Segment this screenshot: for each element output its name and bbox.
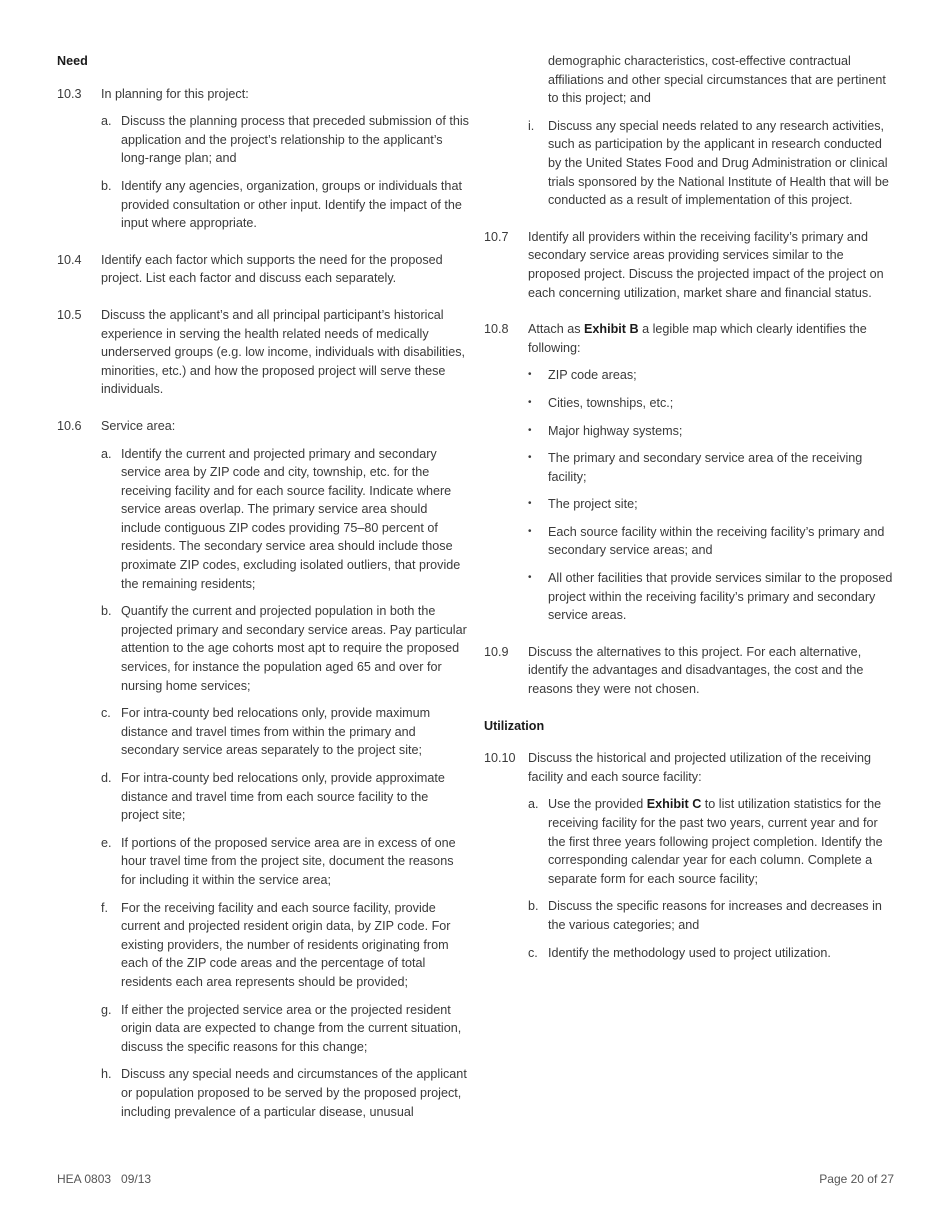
sub-label: b. bbox=[101, 604, 112, 619]
item-10-7 bbox=[484, 228, 898, 302]
sub-text: Identify any agencies, organization, groups or individuals that provided consultation or other input. Identify the impact of the input where appropriate. bbox=[121, 178, 462, 231]
sub-label: f. bbox=[101, 900, 108, 915]
sub-label: b. bbox=[528, 899, 539, 914]
sub-item-a bbox=[528, 795, 898, 888]
sub-text: Identify the methodology used to project utilization. bbox=[548, 945, 831, 960]
sub-item-f bbox=[101, 899, 469, 992]
item-text: Discuss the applicant’s and all principal participant’s historical experience in serving the health related needs of medically underserved groups (e.g. low income, individuals with disabilities, minorities, etc.) and how the proposed project will serve these individuals. bbox=[101, 307, 466, 397]
item-10-9 bbox=[484, 643, 898, 699]
item-10-8 bbox=[484, 320, 898, 625]
sub-item-d bbox=[101, 769, 469, 825]
item-number: 10.7 bbox=[484, 229, 509, 244]
bullet-icon: • bbox=[528, 396, 532, 408]
item-10-5 bbox=[57, 306, 469, 399]
sub-label: c. bbox=[101, 706, 111, 721]
bullet-item bbox=[528, 523, 898, 560]
sub-label: a. bbox=[101, 446, 112, 461]
item-number: 10.5 bbox=[57, 307, 82, 322]
sub-text: Quantify the current and projected population in both the projected primary and secondary service areas. Pay particular attention to the age cohorts most apt to require the proposed services, for instance the population aged 65 and over for nursing home services; bbox=[121, 604, 467, 693]
bullet-item bbox=[528, 366, 898, 385]
item-text: Identify all providers within the receiving facility’s primary and secondary service areas providing services similar to the proposed project. Discuss the projected impact of the project on each concerning utilization, market share and financial status. bbox=[528, 229, 884, 300]
bullet-icon: • bbox=[528, 572, 532, 584]
item-number: 10.10 bbox=[484, 751, 516, 766]
sub-text: For intra-county bed relocations only, provide approximate distance and travel time from each source facility to the project site; bbox=[121, 771, 445, 823]
bullet-text: All other facilities that provide services similar to the proposed project within the receiving facility’s primary and secondary service areas. bbox=[548, 571, 893, 623]
exhibit-b-ref: Exhibit B bbox=[584, 322, 639, 337]
bullet-item bbox=[528, 422, 898, 441]
bullet-icon: • bbox=[528, 498, 532, 510]
sub-text bbox=[548, 795, 898, 888]
item-text bbox=[528, 320, 898, 357]
sub-label: a. bbox=[528, 797, 539, 812]
sub-item-b bbox=[101, 177, 469, 233]
left-column bbox=[57, 52, 469, 1139]
item-number: 10.3 bbox=[57, 86, 82, 101]
text-pre: Use the provided bbox=[548, 797, 647, 812]
item-10-6-continued bbox=[484, 117, 898, 210]
sub-text: If either the projected service area or the projected resident origin data are expected to change from the current situation, discuss the specific reasons for this change; bbox=[121, 1002, 462, 1054]
item-text: Discuss the alternatives to this project. For each alternative, identify the advantages and disadvantages, the cost and the reasons they were not chosen. bbox=[528, 644, 864, 697]
sub-item-e bbox=[101, 834, 469, 890]
section-heading-utilization: Utilization bbox=[484, 718, 545, 733]
bullet-text: Cities, townships, etc.; bbox=[548, 395, 674, 410]
item-text: Service area: bbox=[101, 418, 176, 433]
sub-item-a bbox=[101, 112, 469, 168]
sub-label: g. bbox=[101, 1002, 112, 1017]
page-number: Page 20 of 27 bbox=[819, 1172, 894, 1186]
sub-item-a bbox=[101, 445, 469, 594]
sub-label: d. bbox=[101, 771, 112, 785]
sub-item-i bbox=[528, 117, 898, 210]
item-text: In planning for this project: bbox=[101, 86, 249, 101]
bullet-text: Major highway systems; bbox=[548, 423, 683, 438]
bullet-icon: • bbox=[528, 525, 532, 537]
section-heading-need: Need bbox=[57, 54, 88, 68]
bullet-icon: • bbox=[528, 452, 532, 464]
sub-item-g bbox=[101, 1001, 469, 1057]
sub-text: Discuss any special needs and circumstances of the applicant or population proposed to be served by the proposed project, including prevalence of a particular disease, unusual bbox=[121, 1067, 467, 1119]
form-code: HEA 0803 09/13 bbox=[57, 1172, 152, 1186]
item-10-4 bbox=[57, 251, 469, 288]
sub-item-c bbox=[101, 704, 469, 760]
sub-item-b bbox=[528, 897, 898, 934]
bullet-icon: • bbox=[528, 369, 532, 381]
bullet-text: Each source facility within the receiving facility’s primary and secondary service areas; and bbox=[548, 524, 885, 558]
item-number: 10.4 bbox=[57, 252, 82, 267]
sub-text: For intra-county bed relocations only, provide maximum distance and travel times from within the primary and secondary service areas separately to the project site; bbox=[121, 706, 431, 758]
item-10-10 bbox=[484, 749, 898, 962]
sub-label: a. bbox=[101, 114, 112, 129]
exhibit-c-ref: Exhibit C bbox=[646, 797, 702, 812]
item-number: 10.9 bbox=[484, 644, 509, 659]
sub-label: h. bbox=[101, 1067, 112, 1082]
sub-item-h-continued: demographic characteristics, cost-effective contractual affiliations and other special circumstances that are pertinent to this project; and bbox=[548, 54, 886, 106]
bullet-item bbox=[528, 569, 898, 625]
item-number: 10.6 bbox=[57, 418, 82, 433]
sub-item-h bbox=[101, 1065, 469, 1121]
text-post: a legible map which clearly identifies the following: bbox=[528, 322, 867, 355]
bullet-item bbox=[528, 449, 898, 486]
sub-item-c bbox=[528, 944, 898, 963]
sub-label: c. bbox=[528, 945, 538, 960]
bullet-item bbox=[528, 394, 898, 413]
item-number: 10.8 bbox=[484, 322, 509, 337]
sub-item-b bbox=[101, 602, 469, 695]
sub-label: e. bbox=[101, 835, 112, 850]
sub-text: Identify the current and projected primary and secondary service area by ZIP code and city, township, etc. for the receiving facility and for each source facility. Indicate where service areas overlap. The primary service area should include contiguous ZIP codes providing 75–80 percent of residents. The secondary service area should include those proximate ZIP codes, excluding isolated outliers, that provide the remaining residents; bbox=[121, 446, 461, 591]
item-10-6 bbox=[57, 417, 469, 1121]
bullet-list bbox=[528, 366, 898, 625]
sub-label: b. bbox=[101, 178, 112, 193]
item-text: Discuss the historical and projected utilization of the receiving facility and each source facility: bbox=[528, 751, 872, 784]
bullet-text: The project site; bbox=[548, 497, 638, 512]
sub-text: For the receiving facility and each source facility, provide current and projected resident origin data, by ZIP code. For existing providers, the number of residents originating from each of the ZIP code areas and the percentage of total residents each area represents should be provided; bbox=[121, 900, 451, 989]
bullet-icon: • bbox=[528, 424, 532, 436]
bullet-text: The primary and secondary service area of the receiving facility; bbox=[548, 451, 863, 484]
bullet-item bbox=[528, 495, 898, 514]
text-post: to list utilization statistics for the receiving facility for the past two years, current year and for the first three years following project completion. Identify the corresponding calendar year for each column. Complete a separate form for each source facility; bbox=[548, 797, 883, 886]
right-column bbox=[484, 52, 898, 980]
item-text: Identify each factor which supports the need for the proposed project. List each factor and discuss each separately. bbox=[101, 252, 443, 286]
sub-text: Discuss the planning process that preceded submission of this application and the project’s relationship to the applicant’s long-range plan; and bbox=[121, 114, 469, 166]
text-pre: Attach as bbox=[528, 322, 585, 337]
item-10-3 bbox=[57, 85, 469, 233]
sub-text: Discuss the specific reasons for increases and decreases in the various categories; and bbox=[548, 899, 882, 932]
bullet-text: ZIP code areas; bbox=[548, 368, 637, 383]
sub-text: If portions of the proposed service area are in excess of one hour travel time from the project site, document the reasons for including it within the service area; bbox=[121, 835, 456, 887]
sub-text: Discuss any special needs related to any research activities, such as participation by the applicant in research conducted by the United States Food and Drug Administration or clinical trials sponsored by the National Institute of Health that will be conducted as a result of implementation of this project. bbox=[548, 118, 889, 208]
sub-label: i. bbox=[528, 118, 535, 133]
